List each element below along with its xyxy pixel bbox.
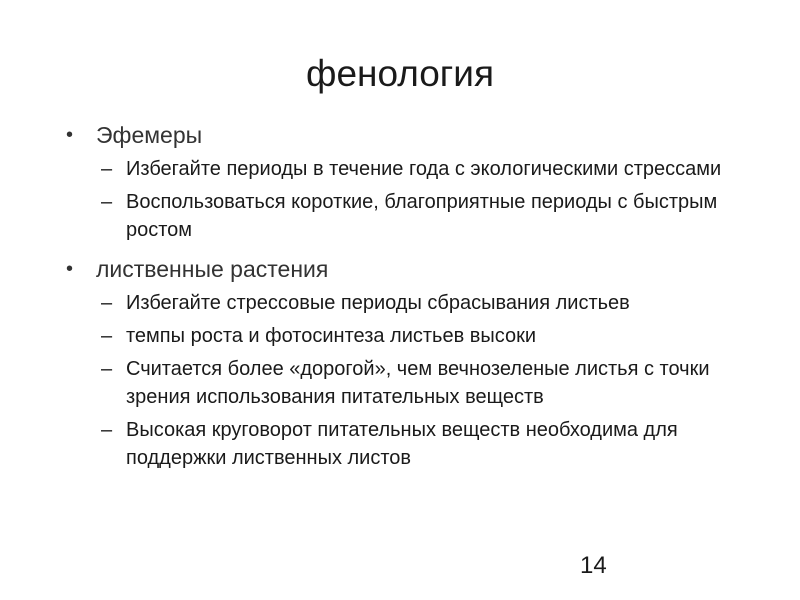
dash-icon: – xyxy=(101,158,113,180)
dash-icon: – xyxy=(101,325,113,347)
slide-content xyxy=(66,120,756,472)
sub-bullet xyxy=(66,322,756,350)
dash-icon: – xyxy=(101,419,113,441)
sub-bullet-text: Избегайте стрессовые периоды сбрасывания листьев xyxy=(126,292,630,314)
sub-bullet-text: Считается более «дорогой», чем вечнозеленые листья с точки зрения использования питательных веществ xyxy=(126,358,710,408)
sub-bullet xyxy=(66,416,756,472)
sub-bullet-text: Воспользоваться короткие, благоприятные периоды с быстрым ростом xyxy=(126,191,718,241)
bullet-icon: • xyxy=(66,124,74,146)
section-label: лиственные растения xyxy=(96,256,329,282)
section-label: Эфемеры xyxy=(96,122,203,148)
sub-bullet-text: темпы роста и фотосинтеза листьев высоки xyxy=(126,325,537,347)
sub-bullet xyxy=(66,188,756,244)
bullet-icon: • xyxy=(66,258,74,280)
slide-title: фенология xyxy=(306,53,494,94)
sub-bullet xyxy=(66,155,756,183)
page-number: 14 xyxy=(580,552,607,579)
bullet-deciduous-plants xyxy=(66,254,756,284)
dash-icon: – xyxy=(101,191,113,213)
bullet-ephemerals xyxy=(66,120,756,150)
sub-bullet xyxy=(66,355,756,411)
dash-icon: – xyxy=(101,358,113,380)
sub-bullet xyxy=(66,289,756,317)
sub-bullet-text: Высокая круговорот питательных веществ необходима для поддержки лиственных листов xyxy=(126,419,678,469)
dash-icon: – xyxy=(101,292,113,314)
sub-bullet-text: Избегайте периоды в течение года с экологическими стрессами xyxy=(126,158,722,180)
